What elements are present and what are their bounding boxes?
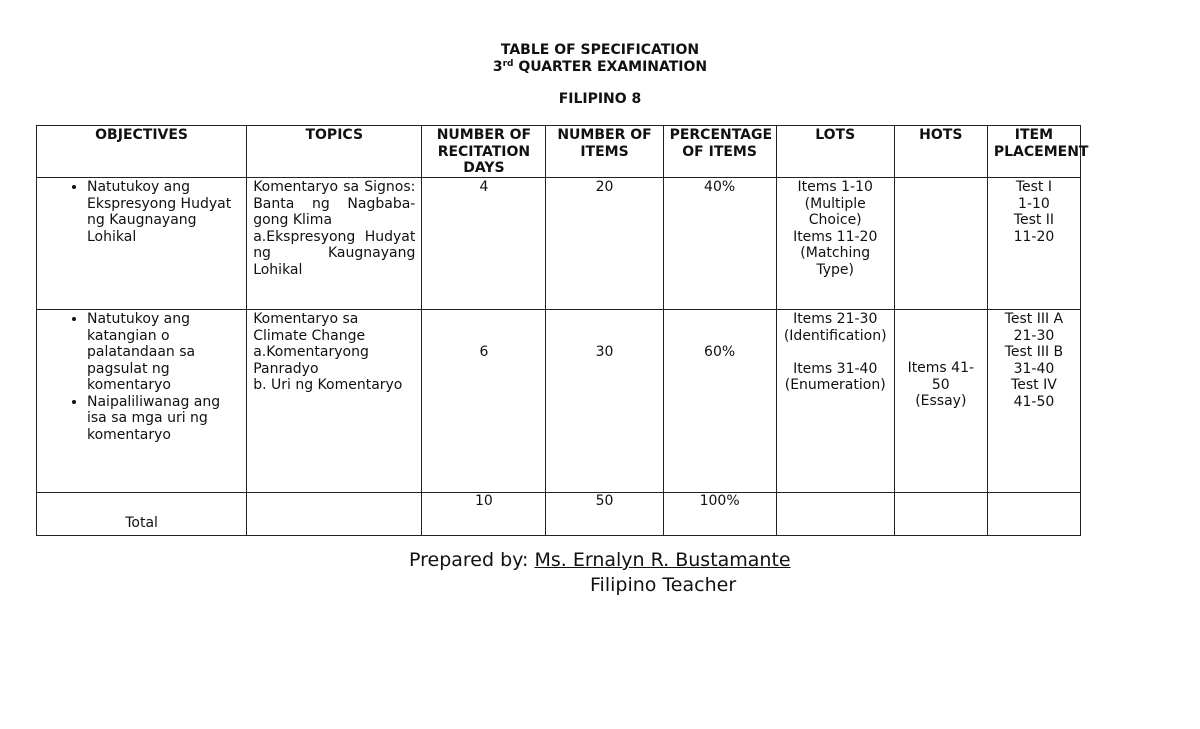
placement-line: Test I xyxy=(1015,179,1052,195)
header-lots: LOTS xyxy=(776,126,894,178)
prepared-by-label: Prepared by: xyxy=(409,549,535,571)
topic-line: a.Ekspresyong Hudyat ng Kaugnayang Lohikal xyxy=(253,228,416,278)
lots-line: Items 31-40 xyxy=(793,360,878,377)
lots-line xyxy=(783,344,888,361)
objective-item: • Natutukoy ang katangian o palatandaan sa pagsulat ng komentaryo xyxy=(87,311,240,394)
quarter-ordinal-suffix: rd xyxy=(502,59,514,69)
lots-line: Items 21-30 xyxy=(793,311,878,327)
percentage-cell: 60% xyxy=(663,310,776,493)
quarter-title-rest: QUARTER EXAMINATION xyxy=(513,59,708,75)
lots-line: (Identification) xyxy=(783,327,887,344)
lots-cell xyxy=(776,178,894,310)
total-label: Total xyxy=(37,493,247,536)
total-placement-cell xyxy=(987,493,1080,536)
subject-title: FILIPINO 8 xyxy=(558,91,642,107)
lots-line: Items 1-10 xyxy=(797,179,873,195)
hots-cell xyxy=(894,178,987,310)
placement-line: Test IV xyxy=(1011,377,1057,393)
placement-line: 21-30 xyxy=(1013,327,1055,344)
item-placement-cell xyxy=(987,178,1080,310)
objectives-list xyxy=(43,311,240,443)
table-header-row xyxy=(37,126,1081,178)
objective-item: • Naipaliliwanag ang isa sa mga uri ng komentaryo xyxy=(87,394,240,444)
recitation-days-cell: 6 xyxy=(422,310,546,493)
placement-line: 1-10 xyxy=(1018,195,1050,212)
lots-cell xyxy=(776,310,894,493)
prepared-by-line xyxy=(409,548,791,573)
percentage-cell: 40% xyxy=(663,178,776,310)
placement-line: 11-20 xyxy=(1013,228,1055,245)
header-percentage: PERCENTAGE OF ITEMS xyxy=(663,126,776,178)
teacher-name: Ms. Ernalyn R. Bustamante xyxy=(534,549,791,571)
lots-line: (Matching Type) xyxy=(800,245,871,278)
table-row xyxy=(37,310,1081,493)
lots-line: (Enumeration) xyxy=(784,377,886,393)
header-recitation-days: NUMBER OF RECITATION DAYS xyxy=(422,126,546,178)
hots-line: (Essay) xyxy=(915,393,967,409)
topics-cell xyxy=(247,310,422,493)
header-number-of-items: NUMBER OF ITEMS xyxy=(546,126,663,178)
placement-line: 31-40 xyxy=(1013,360,1055,377)
placement-line: Test III B xyxy=(1004,344,1064,360)
total-percentage: 100% xyxy=(663,493,776,536)
number-of-items-cell: 20 xyxy=(546,178,663,310)
lots-line: (Multiple Choice) xyxy=(804,195,866,228)
topic-line: Komentaryo sa Signos: Banta ng Nagbaba-gong Klima xyxy=(253,179,416,228)
topic-line: Komentaryo sa Climate Change xyxy=(253,311,366,344)
total-items: 50 xyxy=(546,493,663,536)
placement-line: 41-50 xyxy=(1013,393,1055,410)
total-hots-cell xyxy=(894,493,987,536)
number-of-items-cell: 30 xyxy=(546,310,663,493)
teacher-role: Filipino Teacher xyxy=(590,574,737,596)
document-title: TABLE OF SPECIFICATION xyxy=(500,42,700,58)
objectives-cell xyxy=(37,310,247,493)
topic-line: b. Uri ng Komentaryo xyxy=(253,377,403,393)
quarter-number: 3 xyxy=(492,59,503,75)
header-objectives: OBJECTIVES xyxy=(37,126,247,178)
objectives-list xyxy=(43,179,240,245)
total-recitation-days: 10 xyxy=(422,493,546,536)
header-topics: TOPICS xyxy=(247,126,422,178)
hots-line: Items 41-50 xyxy=(907,360,975,393)
topics-cell xyxy=(247,178,422,310)
document-header xyxy=(0,42,1200,108)
table-row xyxy=(37,178,1081,310)
objective-item: • Natutukoy ang Ekspresyong Hudyat ng Kaugnayang Lohikal xyxy=(87,179,240,245)
recitation-days-cell: 4 xyxy=(422,178,546,310)
lots-line: Items 11-20 xyxy=(793,228,878,245)
total-row xyxy=(37,493,1081,536)
objectives-cell xyxy=(37,178,247,310)
item-placement-cell xyxy=(987,310,1080,493)
specification-table xyxy=(36,125,1089,536)
total-topics-cell xyxy=(247,493,422,536)
prepared-by-block xyxy=(409,548,791,598)
total-lots-cell xyxy=(776,493,894,536)
topic-line: a.Komentaryong Panradyo xyxy=(253,344,369,377)
hots-cell xyxy=(894,310,987,493)
placement-line: Test II xyxy=(1013,212,1055,228)
header-hots: HOTS xyxy=(894,126,987,178)
placement-line: Test III A xyxy=(1004,311,1064,327)
header-item-placement: ITEM PLACEMENT xyxy=(987,126,1080,178)
exam-quarter-title xyxy=(0,59,1200,76)
